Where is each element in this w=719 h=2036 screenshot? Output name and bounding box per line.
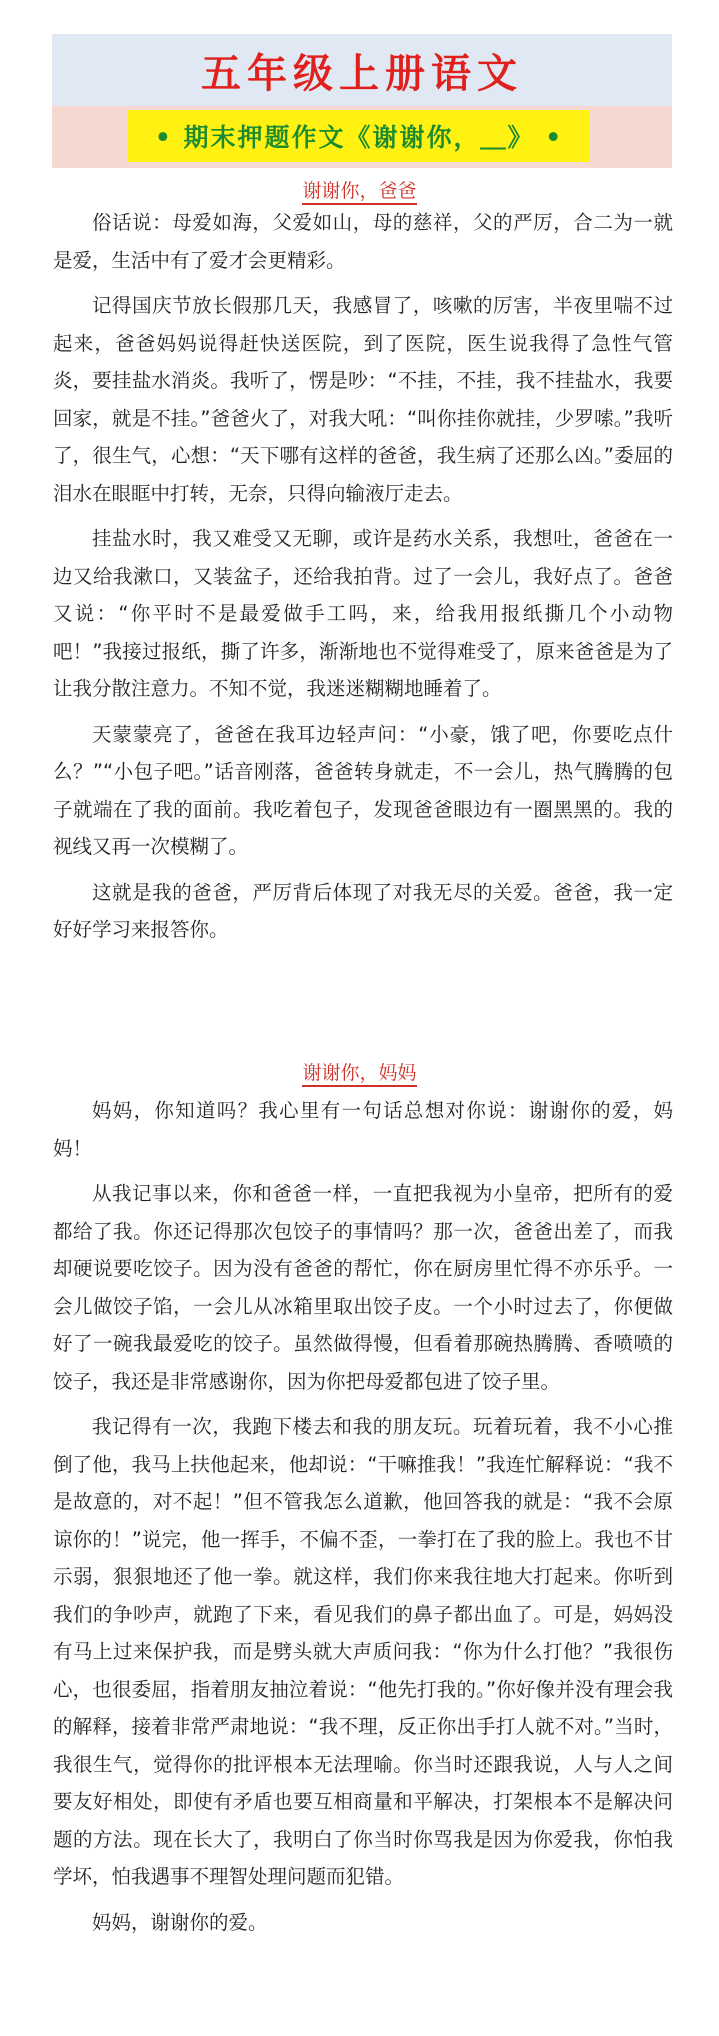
essay2-paragraph: 妈妈，谢谢你的爱。 — [92, 1910, 268, 1934]
essay1-paragraph: 这就是我的爸爸，严厉背后体现了对我无尽的关爱。爸爸，我一定好好学习来报答你。 — [53, 880, 673, 941]
essay2-heading-text: 谢谢你，妈妈 — [302, 1062, 416, 1087]
page-subtitle: • 期末押题作文《谢谢你，＿》 • — [154, 123, 564, 152]
essay1-heading-text: 谢谢你，爸爸 — [302, 180, 416, 205]
essay1-body — [53, 204, 673, 957]
essay2-body — [53, 1092, 673, 1949]
page-title: 五年级上册语文 — [201, 49, 523, 97]
subtitle-box — [128, 110, 590, 162]
title-banner — [52, 34, 672, 106]
essay2-paragraph: 妈妈，你知道吗？我心里有一句话总想对你说：谢谢你的爱，妈妈！ — [53, 1099, 673, 1160]
essay1-paragraph: 记得国庆节放长假那几天，我感冒了，咳嗽的厉害，半夜里喘不过起来，爸爸妈妈说得赶快送医院，到了医院，医生说我得了急性气管炎，要挂盐水消炎。我听了，愣是吵：“不挂，不挂，我不挂盐水，我要回家，就是不挂。”爸爸火了，对我大吼：“叫你挂你就挂，少罗嗦。”我听了，很生气，心想：“天下哪有这样的爸爸，我生病了还那么凶。”委屈的泪水在眼眶中打转，无奈，只得向输液厅走去。 — [53, 294, 673, 505]
essay1-paragraph: 俗话说：母爱如海，父爱如山，母的慈祥，父的严厉，合二为一就是爱，生活中有了爱才会更精彩。 — [53, 211, 673, 272]
essay2-paragraph: 从我记事以来，你和爸爸一样，一直把我视为小皇帝，把所有的爱都给了我。你还记得那次包饺子的事情吗？那一次，爸爸出差了，而我却硬说要吃饺子。因为没有爸爸的帮忙，你在厨房里忙得不亦乐乎。一会儿做饺子馅，一会儿从冰箱里取出饺子皮。一个小时过去了，你便做好了一碗我最爱吃的饺子。虽然做得慢，但看着那碗热腾腾、香喷喷的饺子，我还是非常感谢你，因为你把母爱都包进了饺子里。 — [53, 1182, 673, 1393]
essay1-heading — [0, 176, 719, 203]
essay2-paragraph: 我记得有一次，我跑下楼去和我的朋友玩。玩着玩着，我不小心推倒了他，我马上扶他起来，他却说：“干嘛推我！”我连忙解释说：“我不是故意的，对不起！”但不管我怎么道歉，他回答我的就是：“我不会原谅你的！”说完，他一挥手，不偏不歪，一拳打在了我的脸上。我也不甘示弱，狠狠地还了他一拳。就这样，我们你来我往地大打起来。你听到我们的争吵声，就跑了下来，看见我们的鼻子都出血了。可是，妈妈没有马上过来保护我，而是劈头就大声质问我：“你为什么打他？”我很伤心，也很委屈，指着朋友抽泣着说：“他先打我的。”你好像并没有理会我的解释，接着非常严肃地说：“我不理，反正你出手打人就不对。”当时，我很生气，觉得你的批评根本无法理喻。你当时还跟我说，人与人之间要友好相处，即使有矛盾也要互相商量和平解决，打架根本不是解决问题的方法。现在长大了，我明白了你当时你骂我是因为你爱我，你怕我学坏，怕我遇事不理智处理问题而犯错。 — [53, 1415, 673, 1888]
essay2-heading — [0, 1058, 719, 1085]
essay1-paragraph: 挂盐水时，我又难受又无聊，或许是药水关系，我想吐，爸爸在一边又给我漱口，又装盆子，还给我拍背。过了一会儿，我好点了。爸爸又说：“你平时不是最爱做手工吗，来，给我用报纸撕几个小动物吧！”我接过报纸，撕了许多，渐渐地也不觉得难受了，原来爸爸是为了让我分散注意力。不知不觉，我迷迷糊糊地睡着了。 — [53, 527, 673, 700]
essay1-paragraph: 天蒙蒙亮了，爸爸在我耳边轻声问：“小豪，饿了吧，你要吃点什么？”“小包子吧。”话音刚落，爸爸转身就走，不一会儿，热气腾腾的包子就端在了我的面前。我吃着包子，发现爸爸眼边有一圈黑黑的。我的视线又再一次模糊了。 — [53, 722, 673, 858]
